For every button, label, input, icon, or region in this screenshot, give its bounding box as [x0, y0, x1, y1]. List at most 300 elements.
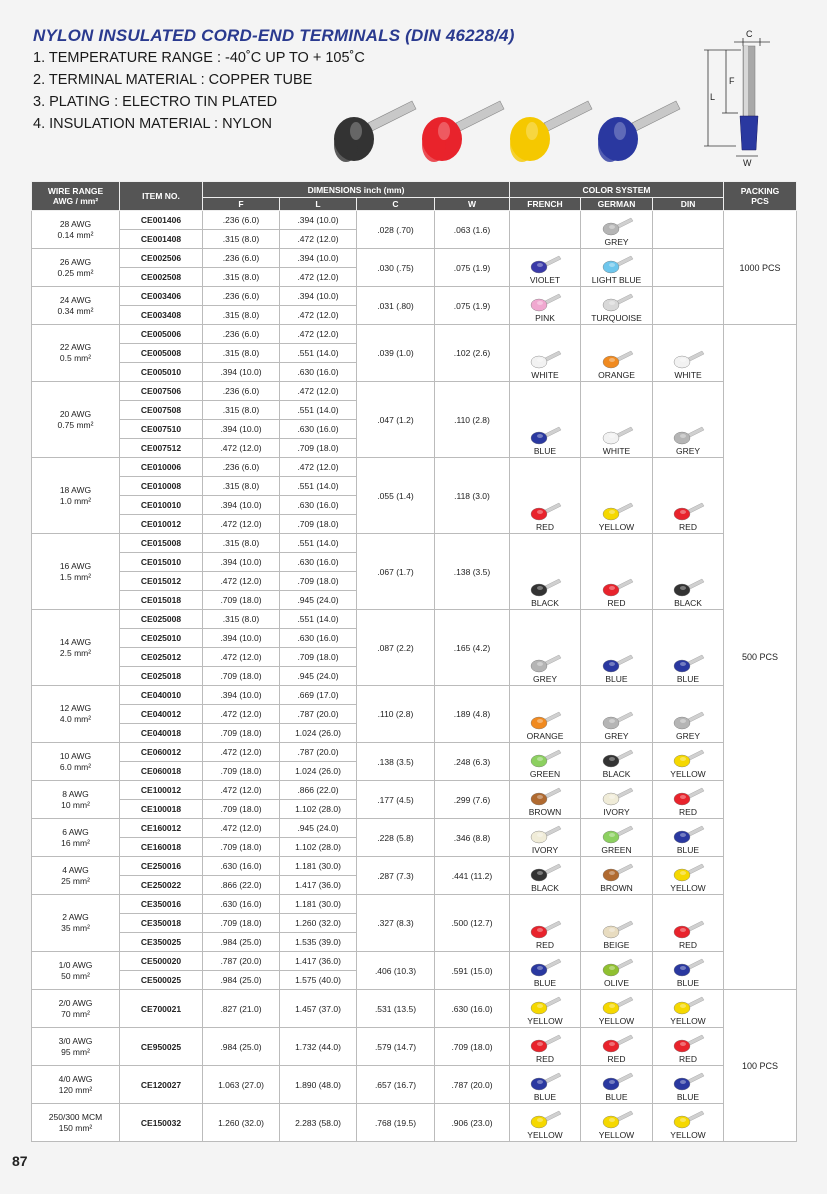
- item-no-cell: CE010006: [120, 458, 203, 477]
- dim-l-cell: .630 (16.0): [280, 363, 357, 382]
- dim-w-cell: .248 (6.3): [435, 743, 510, 781]
- dim-w-cell: .110 (2.8): [435, 382, 510, 458]
- dim-w-cell: .346 (8.8): [435, 819, 510, 857]
- item-no-cell: CE250016: [120, 857, 203, 876]
- color-french-cell: [510, 610, 581, 686]
- color-label: BLUE: [676, 674, 700, 684]
- dim-l-cell: .551 (14.0): [280, 477, 357, 496]
- item-no-cell: CE025008: [120, 610, 203, 629]
- dim-f-cell: .709 (18.0): [203, 724, 280, 743]
- dim-w-cell: .189 (4.8): [435, 686, 510, 743]
- terminal-swatch-icon: [671, 786, 705, 806]
- color-german-cell: [581, 382, 653, 458]
- dim-f-cell: .709 (18.0): [203, 914, 280, 933]
- color-german-cell: [581, 781, 653, 819]
- terminal-swatch-icon: [600, 919, 634, 939]
- color-french-cell: [510, 458, 581, 534]
- color-german-cell: [581, 1028, 653, 1066]
- dim-l-cell: 1.575 (40.0): [280, 971, 357, 990]
- dim-l-cell: 1.181 (30.0): [280, 895, 357, 914]
- terminal-swatch-icon: [528, 425, 562, 445]
- dim-c-cell: .768 (19.5): [357, 1104, 435, 1142]
- color-din-cell: [653, 686, 724, 743]
- terminal-swatch-icon: [671, 710, 705, 730]
- dim-l-cell: .394 (10.0): [280, 249, 357, 268]
- wire-range-cell: 28 AWG 0.14 mm²: [32, 211, 120, 249]
- table-row: [32, 610, 797, 629]
- wire-range-cell: 10 AWG 6.0 mm²: [32, 743, 120, 781]
- color-label: YELLOW: [527, 1130, 563, 1140]
- dim-f-cell: .866 (22.0): [203, 876, 280, 895]
- terminal-swatch-icon: [528, 786, 562, 806]
- color-label: YELLOW: [670, 769, 706, 779]
- color-label: YELLOW: [527, 1016, 563, 1026]
- item-no-cell: CE002508: [120, 268, 203, 287]
- dim-w-cell: .075 (1.9): [435, 287, 510, 325]
- terminal-swatch-icon: [600, 1071, 634, 1091]
- item-no-cell: CE015018: [120, 591, 203, 610]
- color-label: GREEN: [529, 769, 561, 779]
- terminal-swatch-icon: [671, 577, 705, 597]
- item-no-cell: CE010010: [120, 496, 203, 515]
- item-no-cell: CE060018: [120, 762, 203, 781]
- dim-c-cell: .055 (1.4): [357, 458, 435, 534]
- color-french-cell: [510, 534, 581, 610]
- terminal-swatch-icon: [600, 501, 634, 521]
- color-german-cell: [581, 1104, 653, 1142]
- item-no-cell: CE005010: [120, 363, 203, 382]
- dim-f-cell: .315 (8.0): [203, 268, 280, 287]
- color-label: GREY: [675, 446, 701, 456]
- dim-l-cell: 1.535 (39.0): [280, 933, 357, 952]
- table-row: [32, 287, 797, 306]
- dim-l-cell: .394 (10.0): [280, 287, 357, 306]
- dim-f-cell: .236 (6.0): [203, 382, 280, 401]
- terminal-swatch-icon: [600, 577, 634, 597]
- color-label: RED: [536, 940, 554, 950]
- item-no-cell: CE003408: [120, 306, 203, 325]
- color-german-cell: [581, 819, 653, 857]
- color-label: BLACK: [674, 598, 702, 608]
- color-label: IVORY: [531, 845, 559, 855]
- color-french-cell: [510, 287, 581, 325]
- dim-f-cell: .236 (6.0): [203, 325, 280, 344]
- dim-l-cell: 1.102 (28.0): [280, 838, 357, 857]
- packing-cell: 500 PCS: [724, 325, 797, 990]
- color-label: YELLOW: [670, 883, 706, 893]
- terminal-swatch-icon: [671, 919, 705, 939]
- wire-range-cell: 4/0 AWG 120 mm²: [32, 1066, 120, 1104]
- dim-f-cell: .315 (8.0): [203, 230, 280, 249]
- color-din-cell: [653, 952, 724, 990]
- color-french-cell: [510, 211, 581, 249]
- color-din-cell: [653, 287, 724, 325]
- terminal-swatch-icon: [528, 1033, 562, 1053]
- item-no-cell: CE015008: [120, 534, 203, 553]
- terminal-swatch-icon: [671, 862, 705, 882]
- item-no-cell: CE120027: [120, 1066, 203, 1104]
- hero-terminal: [422, 101, 504, 162]
- item-no-cell: CE040018: [120, 724, 203, 743]
- dim-l-cell: .551 (14.0): [280, 344, 357, 363]
- header-color-system: COLOR SYSTEM: [510, 182, 724, 198]
- terminal-swatch-icon: [528, 349, 562, 369]
- table-row: [32, 382, 797, 401]
- terminal-swatch-icon: [600, 254, 634, 274]
- dim-w-cell: .709 (18.0): [435, 1028, 510, 1066]
- dim-f-cell: .394 (10.0): [203, 363, 280, 382]
- dim-f-cell: .315 (8.0): [203, 401, 280, 420]
- wire-range-cell: 8 AWG 10 mm²: [32, 781, 120, 819]
- color-label: BLUE: [533, 978, 557, 988]
- dim-l-cell: .551 (14.0): [280, 610, 357, 629]
- dim-f-cell: .472 (12.0): [203, 515, 280, 534]
- dim-l-cell: .945 (24.0): [280, 591, 357, 610]
- terminal-swatch-icon: [600, 1033, 634, 1053]
- dim-f-cell: .394 (10.0): [203, 686, 280, 705]
- color-label: BLACK: [602, 769, 631, 779]
- packing-cell: 1000 PCS: [724, 211, 797, 325]
- terminal-swatch-icon: [528, 824, 562, 844]
- dim-c-cell: .657 (16.7): [357, 1066, 435, 1104]
- terminal-swatch-icon: [600, 1109, 634, 1129]
- dim-l-cell: .551 (14.0): [280, 401, 357, 420]
- dim-f-cell: .472 (12.0): [203, 743, 280, 762]
- dim-l-cell: .472 (12.0): [280, 325, 357, 344]
- color-label: BEIGE: [603, 940, 630, 950]
- dim-l-cell: 1.417 (36.0): [280, 876, 357, 895]
- terminal-swatch-icon: [528, 919, 562, 939]
- header-c: C: [357, 198, 435, 211]
- diagram-label-c: C: [746, 29, 753, 39]
- color-label: BLUE: [676, 1092, 700, 1102]
- color-label: GREY: [532, 674, 558, 684]
- color-label: RED: [607, 1054, 626, 1064]
- color-french-cell: [510, 686, 581, 743]
- color-label: GREY: [604, 237, 629, 247]
- dim-l-cell: .630 (16.0): [280, 629, 357, 648]
- terminal-swatch-icon: [528, 995, 562, 1015]
- table-row: [32, 743, 797, 762]
- color-din-cell: [653, 325, 724, 382]
- dim-w-cell: .118 (3.0): [435, 458, 510, 534]
- color-german-cell: [581, 952, 653, 990]
- color-french-cell: [510, 249, 581, 287]
- dim-l-cell: .866 (22.0): [280, 781, 357, 800]
- color-german-cell: [581, 610, 653, 686]
- color-label: BLACK: [531, 598, 559, 608]
- dim-l-cell: .630 (16.0): [280, 420, 357, 439]
- color-german-cell: [581, 458, 653, 534]
- terminal-swatch-icon: [600, 292, 634, 312]
- color-label: YELLOW: [598, 522, 635, 532]
- item-no-cell: CE001406: [120, 211, 203, 230]
- table-row: [32, 249, 797, 268]
- dim-f-cell: .236 (6.0): [203, 211, 280, 230]
- item-no-cell: CE040012: [120, 705, 203, 724]
- item-no-cell: CE010008: [120, 477, 203, 496]
- table-row: [32, 1104, 797, 1142]
- color-label: BLACK: [531, 883, 559, 893]
- color-din-cell: [653, 211, 724, 249]
- color-label: OLIVE: [603, 978, 630, 988]
- dim-w-cell: .075 (1.9): [435, 249, 510, 287]
- wire-range-cell: 14 AWG 2.5 mm²: [32, 610, 120, 686]
- dim-l-cell: .472 (12.0): [280, 382, 357, 401]
- wire-range-cell: 2/0 AWG 70 mm²: [32, 990, 120, 1028]
- color-label: BLUE: [676, 845, 700, 855]
- diagram-label-l: L: [710, 92, 716, 102]
- color-french-cell: [510, 382, 581, 458]
- spec-item: 4. INSULATION MATERIAL : NYLON: [33, 116, 273, 132]
- color-label: GREY: [675, 731, 701, 741]
- item-no-cell: CE007512: [120, 439, 203, 458]
- dim-c-cell: .030 (.75): [357, 249, 435, 287]
- terminal-swatch-icon: [671, 349, 705, 369]
- hero-terminal: [598, 101, 680, 162]
- dim-l-cell: 2.283 (58.0): [280, 1104, 357, 1142]
- dim-w-cell: .299 (7.6): [435, 781, 510, 819]
- table-row: [32, 325, 797, 344]
- dim-w-cell: .591 (15.0): [435, 952, 510, 990]
- color-label: RED: [679, 807, 697, 817]
- item-no-cell: CE007506: [120, 382, 203, 401]
- item-no-cell: CE040010: [120, 686, 203, 705]
- wire-range-cell: 22 AWG 0.5 mm²: [32, 325, 120, 382]
- header-dimensions: DIMENSIONS inch (mm): [203, 182, 510, 198]
- color-label: ORANGE: [526, 731, 564, 741]
- diagram-label-w: W: [743, 158, 752, 168]
- dim-l-cell: 1.181 (30.0): [280, 857, 357, 876]
- dim-l-cell: .787 (20.0): [280, 743, 357, 762]
- dim-f-cell: .236 (6.0): [203, 249, 280, 268]
- diagram-label-f: F: [729, 76, 735, 86]
- dim-f-cell: .236 (6.0): [203, 287, 280, 306]
- dim-f-cell: .394 (10.0): [203, 553, 280, 572]
- dim-w-cell: .102 (2.6): [435, 325, 510, 382]
- dim-f-cell: 1.260 (32.0): [203, 1104, 280, 1142]
- dim-w-cell: .063 (1.6): [435, 211, 510, 249]
- spec-item: 1. TEMPERATURE RANGE : -40˚C UP TO + 105˚C: [33, 50, 365, 66]
- dim-l-cell: 1.024 (26.0): [280, 724, 357, 743]
- terminal-product-image: [325, 95, 705, 170]
- dim-l-cell: 1.890 (48.0): [280, 1066, 357, 1104]
- color-french-cell: [510, 1104, 581, 1142]
- wire-range-cell: 250/300 MCM 150 mm²: [32, 1104, 120, 1142]
- terminal-spec-table: [31, 181, 797, 1142]
- item-no-cell: CE015010: [120, 553, 203, 572]
- item-no-cell: CE100018: [120, 800, 203, 819]
- dim-w-cell: .138 (3.5): [435, 534, 510, 610]
- wire-range-cell: 3/0 AWG 95 mm²: [32, 1028, 120, 1066]
- dim-l-cell: .787 (20.0): [280, 705, 357, 724]
- dim-c-cell: .177 (4.5): [357, 781, 435, 819]
- terminal-swatch-icon: [528, 1109, 562, 1129]
- dim-l-cell: .709 (18.0): [280, 648, 357, 667]
- color-label: PINK: [535, 313, 555, 323]
- item-no-cell: CE500025: [120, 971, 203, 990]
- table-row: [32, 990, 797, 1028]
- dim-l-cell: 1.102 (28.0): [280, 800, 357, 819]
- dim-f-cell: .472 (12.0): [203, 819, 280, 838]
- dim-l-cell: .709 (18.0): [280, 515, 357, 534]
- dim-l-cell: .472 (12.0): [280, 306, 357, 325]
- terminal-swatch-icon: [528, 1071, 562, 1091]
- header-w: W: [435, 198, 510, 211]
- item-no-cell: CE060012: [120, 743, 203, 762]
- dim-c-cell: .287 (7.3): [357, 857, 435, 895]
- dim-f-cell: .472 (12.0): [203, 439, 280, 458]
- dim-c-cell: .039 (1.0): [357, 325, 435, 382]
- color-label: BLUE: [676, 978, 700, 988]
- color-din-cell: [653, 781, 724, 819]
- color-label: BLUE: [605, 1092, 628, 1102]
- color-german-cell: [581, 686, 653, 743]
- table-row: [32, 895, 797, 914]
- wire-range-cell: 4 AWG 25 mm²: [32, 857, 120, 895]
- item-no-cell: CE100012: [120, 781, 203, 800]
- terminal-swatch-icon: [528, 748, 562, 768]
- dim-c-cell: .579 (14.7): [357, 1028, 435, 1066]
- table-row: [32, 781, 797, 800]
- color-french-cell: [510, 895, 581, 952]
- dim-f-cell: .472 (12.0): [203, 781, 280, 800]
- terminal-swatch-icon: [671, 1071, 705, 1091]
- color-label: BLUE: [533, 1092, 557, 1102]
- terminal-swatch-icon: [671, 1033, 705, 1053]
- item-no-cell: CE002506: [120, 249, 203, 268]
- dim-w-cell: .441 (11.2): [435, 857, 510, 895]
- color-label: YELLOW: [598, 1016, 635, 1026]
- terminal-swatch-icon: [528, 577, 562, 597]
- dim-c-cell: .138 (3.5): [357, 743, 435, 781]
- terminal-swatch-icon: [600, 710, 634, 730]
- color-label: WHITE: [531, 370, 559, 380]
- item-no-cell: CE025012: [120, 648, 203, 667]
- dim-l-cell: .472 (12.0): [280, 268, 357, 287]
- wire-range-cell: 26 AWG 0.25 mm²: [32, 249, 120, 287]
- header-item-no: ITEM NO.: [120, 182, 203, 211]
- dim-f-cell: .315 (8.0): [203, 610, 280, 629]
- color-label: VIOLET: [529, 275, 561, 285]
- spec-item: 2. TERMINAL MATERIAL : COPPER TUBE: [33, 72, 313, 88]
- color-german-cell: [581, 743, 653, 781]
- dim-c-cell: .067 (1.7): [357, 534, 435, 610]
- wire-range-cell: 2 AWG 35 mm²: [32, 895, 120, 952]
- color-label: WHITE: [602, 446, 631, 456]
- dim-l-cell: 1.260 (32.0): [280, 914, 357, 933]
- color-label: BLUE: [533, 446, 557, 456]
- dim-f-cell: 1.063 (27.0): [203, 1066, 280, 1104]
- color-din-cell: [653, 990, 724, 1028]
- color-french-cell: [510, 819, 581, 857]
- header-f: F: [203, 198, 280, 211]
- color-french-cell: [510, 1028, 581, 1066]
- dim-l-cell: .472 (12.0): [280, 230, 357, 249]
- dim-f-cell: .630 (16.0): [203, 895, 280, 914]
- wire-range-cell: 24 AWG 0.34 mm²: [32, 287, 120, 325]
- color-din-cell: [653, 534, 724, 610]
- dim-f-cell: .472 (12.0): [203, 572, 280, 591]
- table-row: [32, 686, 797, 705]
- color-french-cell: [510, 952, 581, 990]
- dim-l-cell: .669 (17.0): [280, 686, 357, 705]
- header-wire-range: WIRE RANGE AWG / mm²: [32, 182, 120, 211]
- terminal-swatch-icon: [600, 957, 634, 977]
- color-french-cell: [510, 743, 581, 781]
- color-label: RED: [536, 1054, 554, 1064]
- color-label: IVORY: [603, 807, 630, 817]
- terminal-swatch-icon: [528, 292, 562, 312]
- terminal-swatch-icon: [600, 786, 634, 806]
- item-no-cell: CE005008: [120, 344, 203, 363]
- color-french-cell: [510, 325, 581, 382]
- terminal-swatch-icon: [528, 862, 562, 882]
- table-row: [32, 952, 797, 971]
- terminal-swatch-icon: [671, 824, 705, 844]
- item-no-cell: CE015012: [120, 572, 203, 591]
- header-french: FRENCH: [510, 198, 581, 211]
- dim-l-cell: .472 (12.0): [280, 458, 357, 477]
- color-german-cell: [581, 1066, 653, 1104]
- dim-c-cell: .110 (2.8): [357, 686, 435, 743]
- table-row: [32, 1028, 797, 1066]
- dim-c-cell: .531 (13.5): [357, 990, 435, 1028]
- dim-f-cell: .315 (8.0): [203, 534, 280, 553]
- table-row: [32, 1066, 797, 1104]
- dim-l-cell: .394 (10.0): [280, 211, 357, 230]
- color-din-cell: [653, 458, 724, 534]
- dim-f-cell: .709 (18.0): [203, 800, 280, 819]
- item-no-cell: CE007508: [120, 401, 203, 420]
- terminal-swatch-icon: [600, 653, 634, 673]
- item-no-cell: CE025010: [120, 629, 203, 648]
- color-label: GREY: [604, 731, 629, 741]
- dim-l-cell: .709 (18.0): [280, 572, 357, 591]
- item-no-cell: CE950025: [120, 1028, 203, 1066]
- terminal-swatch-icon: [528, 254, 562, 274]
- color-label: LIGHT BLUE: [591, 275, 642, 285]
- color-label: TURQUOISE: [591, 313, 642, 323]
- color-label: RED: [679, 940, 697, 950]
- header-l: L: [280, 198, 357, 211]
- dim-w-cell: .165 (4.2): [435, 610, 510, 686]
- dim-l-cell: 1.417 (36.0): [280, 952, 357, 971]
- dim-f-cell: .315 (8.0): [203, 477, 280, 496]
- dim-f-cell: .472 (12.0): [203, 648, 280, 667]
- terminal-swatch-icon: [528, 710, 562, 730]
- terminal-swatch-icon: [671, 425, 705, 445]
- dim-c-cell: .228 (5.8): [357, 819, 435, 857]
- spec-list: [33, 47, 365, 135]
- wire-range-cell: 16 AWG 1.5 mm²: [32, 534, 120, 610]
- dim-f-cell: .630 (16.0): [203, 857, 280, 876]
- dim-l-cell: .945 (24.0): [280, 667, 357, 686]
- color-label: BROWN: [528, 807, 562, 817]
- dim-w-cell: .630 (16.0): [435, 990, 510, 1028]
- terminal-swatch-icon: [600, 824, 634, 844]
- wire-range-cell: 1/0 AWG 50 mm²: [32, 952, 120, 990]
- header-din: DIN: [653, 198, 724, 211]
- item-no-cell: CE003406: [120, 287, 203, 306]
- color-din-cell: [653, 610, 724, 686]
- dim-c-cell: .406 (10.3): [357, 952, 435, 990]
- terminal-swatch-icon: [528, 501, 562, 521]
- table-row: [32, 211, 797, 230]
- packing-cell: 100 PCS: [724, 990, 797, 1142]
- dim-f-cell: .394 (10.0): [203, 496, 280, 515]
- color-german-cell: [581, 990, 653, 1028]
